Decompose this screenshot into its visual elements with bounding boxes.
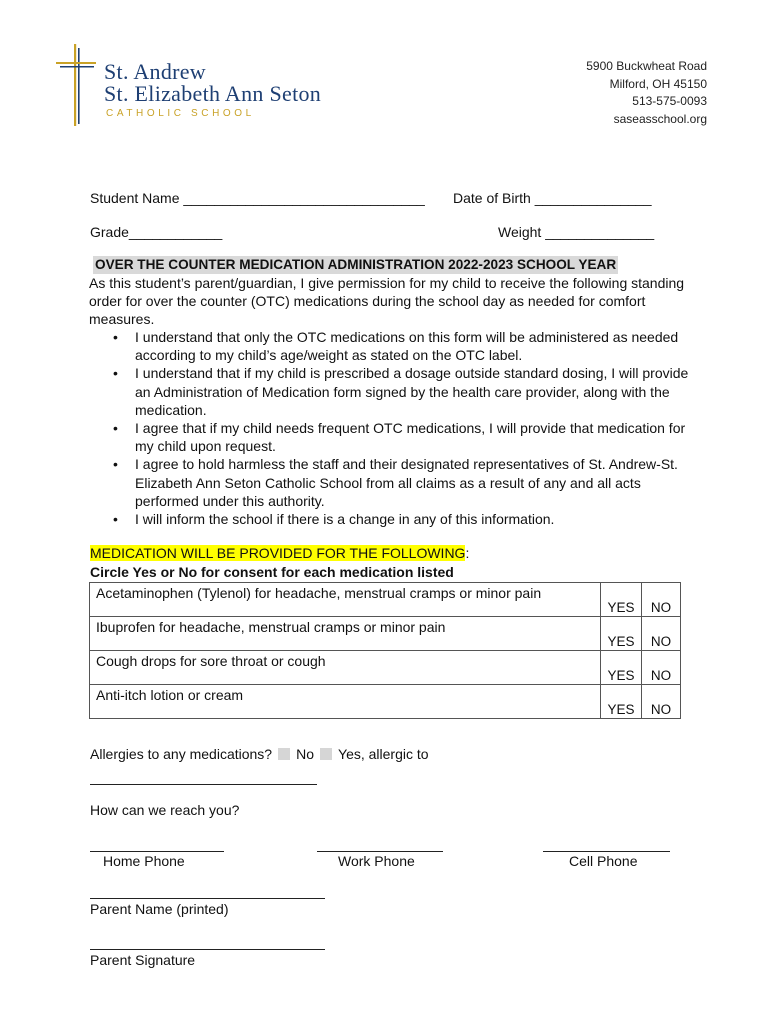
home-phone-line[interactable] [90,851,224,852]
yes-option[interactable]: YES [601,651,642,685]
school-address [586,58,707,128]
address-city: Milford, OH 45150 [609,76,707,91]
medication-name: Acetaminophen (Tylenol) for headache, menstrual cramps or minor pain [90,583,601,617]
medications-title-text: MEDICATION WILL BE PROVIDED FOR THE FOLLOWING [90,545,466,561]
allergy-details-line[interactable] [90,784,317,785]
yes-option[interactable]: YES [601,583,642,617]
parent-signature-label: Parent Signature [90,952,196,968]
work-phone-label: Work Phone [338,853,415,869]
circle-instruction: Circle Yes or No for consent for each medication listed [90,564,454,580]
logo-name-line1: St. Andrew [104,59,206,84]
no-option[interactable]: NO [642,685,681,719]
weight-field[interactable]: Weight ______________ [498,224,655,240]
date-of-birth-field[interactable]: Date of Birth _______________ [453,190,652,206]
no-option[interactable]: NO [642,583,681,617]
consent-list [89,328,689,528]
no-option[interactable]: NO [642,651,681,685]
no-allergy-checkbox[interactable] [278,748,290,760]
medications-title [90,545,469,561]
list-item: • I agree that if my child needs frequent OTC medications, I will provide that medication for my child upon request. [89,419,689,455]
address-street: 5900 Buckwheat Road [586,59,707,73]
student-name-field[interactable]: Student Name _______________________________ [90,190,425,206]
cross-icon [54,44,98,128]
yes-allergy-checkbox[interactable] [320,748,332,760]
logo-subtitle: CATHOLIC SCHOOL [106,108,255,119]
parent-name-label: Parent Name (printed) [90,901,229,917]
school-logo [54,44,364,128]
allergies-question: Allergies to any medications? [90,746,273,762]
logo-name-line2: St. Elizabeth Ann Seton [104,81,322,106]
cell-phone-line[interactable] [543,851,670,852]
list-item: • I understand that if my child is prescribed a dosage outside standard dosing, I will provide an Administration of Medication form signed by the health care provider, along with the medication. [89,364,689,419]
list-item: • I understand that only the OTC medications on this form will be administered as needed according to my child’s age/weight as stated on the OTC label. [89,328,689,364]
parent-signature-line[interactable] [90,949,325,950]
form-heading: OVER THE COUNTER MEDICATION ADMINISTRATION 2022-2023 SCHOOL YEAR [95,257,617,272]
list-item: • I agree to hold harmless the staff and their designated representatives of St. Andrew-St. Elizabeth Ann Seton Catholic School from all claims as a result of any and all acts performed under this authority. [89,455,689,510]
table-row [90,685,681,719]
contact-question: How can we reach you? [90,802,240,818]
table-row [90,651,681,685]
table-row [90,583,681,617]
home-phone-label: Home Phone [103,853,185,869]
yes-option[interactable]: YES [601,685,642,719]
table-row [90,617,681,651]
address-website[interactable]: saseasschool.org [613,111,707,126]
no-option[interactable]: NO [642,617,681,651]
yes-option[interactable]: YES [601,617,642,651]
list-item: • I will inform the school if there is a change in any of this information. [89,510,689,528]
cell-phone-label: Cell Phone [569,853,638,869]
medication-name: Anti-itch lotion or cream [90,685,601,719]
address-phone: 513-575-0093 [632,94,707,108]
medications-title-colon: : [465,545,470,561]
intro-paragraph: As this student’s parent/guardian, I give permission for my child to receive the following standing order for over the counter (OTC) medications during the school day as needed for comfort measures. [89,275,685,327]
medications-table [89,582,681,719]
no-allergy-label: No [296,746,315,762]
grade-field[interactable]: Grade____________ [90,224,223,240]
yes-allergy-label: Yes, allergic to [338,746,429,762]
allergies-row [90,746,429,762]
work-phone-line[interactable] [317,851,443,852]
medication-name: Ibuprofen for headache, menstrual cramps or minor pain [90,617,601,651]
medication-name: Cough drops for sore throat or cough [90,651,601,685]
parent-name-line[interactable] [90,898,325,899]
